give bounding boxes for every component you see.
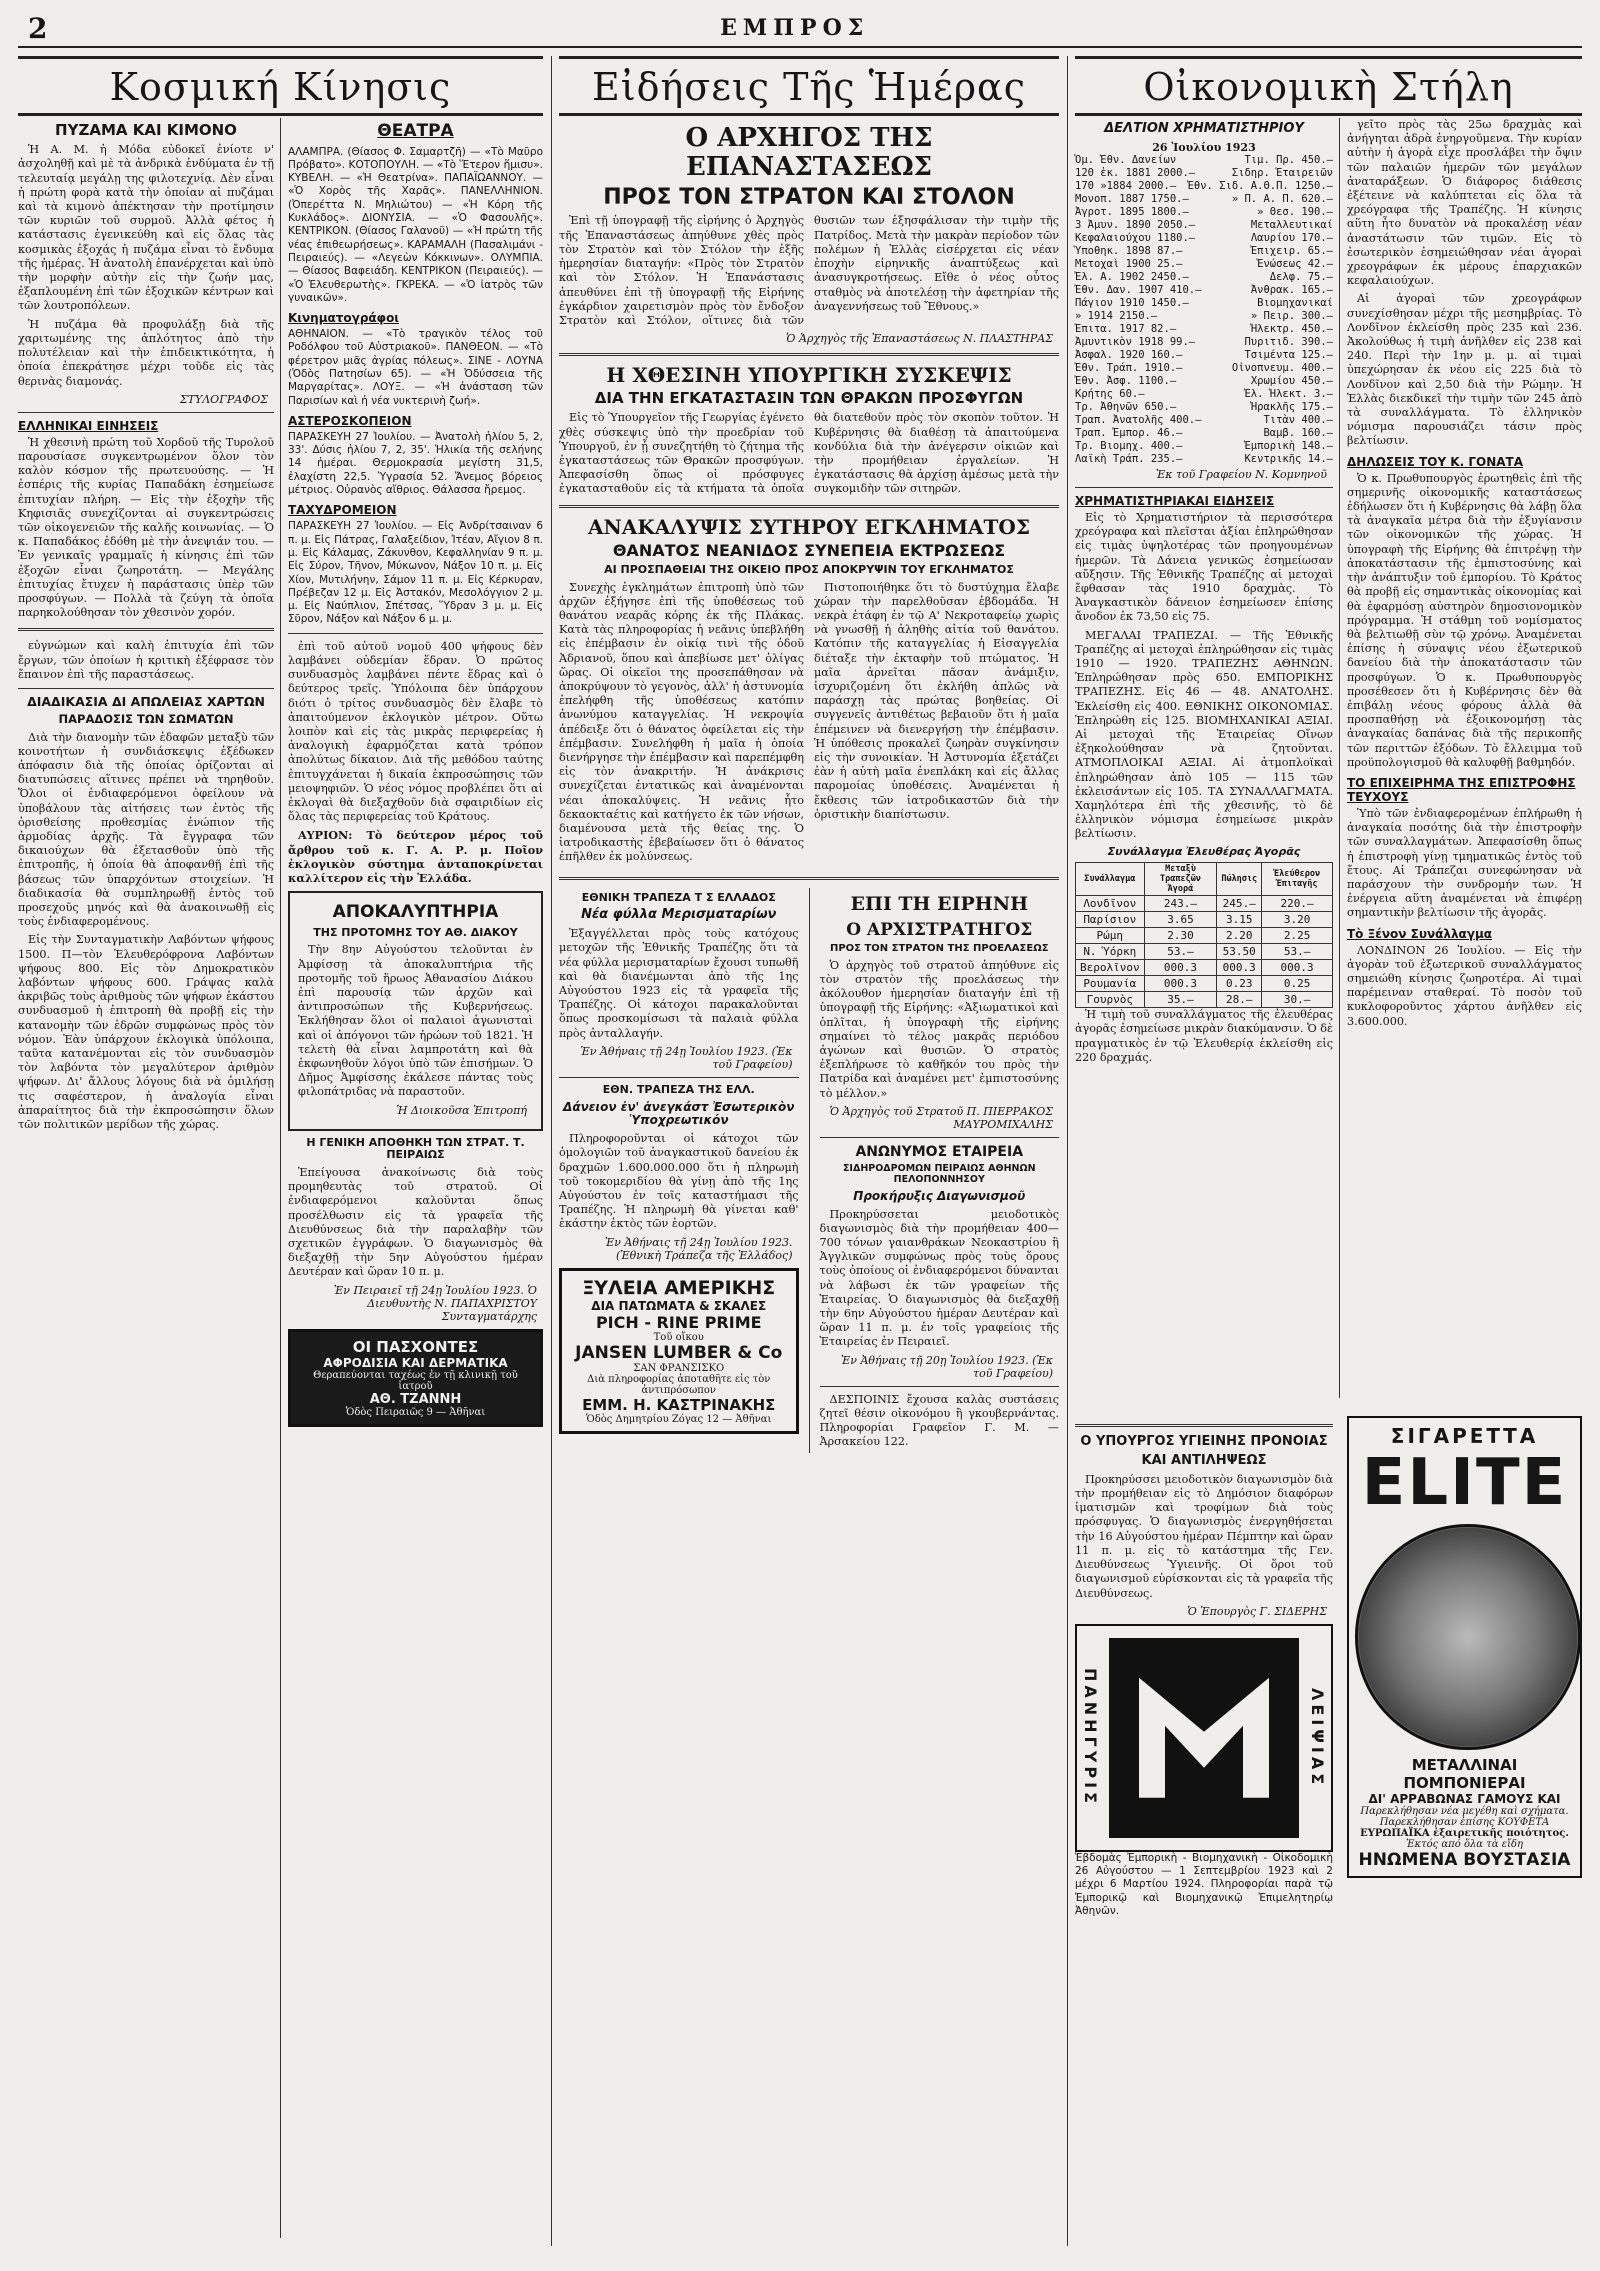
section-title-economy: Οἰκονομικὴ Στήλη (1075, 56, 1582, 116)
bulletin-cell: Τρ. Βιομηχ. 400.— (1075, 439, 1183, 452)
exchange-cell: 53.— (1262, 944, 1333, 960)
economy-section (1075, 56, 1582, 1917)
stock-news-title: ΧΡΗΜΑΤΙΣΤΗΡΙΑΚΑΙ ΕΙΔΗΣΕΙΣ (1075, 493, 1275, 508)
pyzama-text2: Ἡ πυζάμα θὰ προφυλάξῃ διὰ τῆς χαριτωμένης της ἁπλότητος ἀπὸ τὴν πολυτέλειαν καὶ τὴν ἐπιδεικτικότητα, ἡ ὁποία ἐπεκράτησε μέχρι τοῦδε εἰς τὰς θερινὰς διαμονάς. (18, 317, 274, 388)
piraeus-text: Ἐπείγουσα ἀνακοίνωσις διὰ τοὺς προμηθευτὰς τοῦ στρατοῦ. Οἱ ἐνδιαφερόμενοι καλοῦνται ὅπως προσέλθωσιν εἰς τὰ γραφεῖα τῆς Διευθύνσεως διὰ τὴν παραλαβὴν τῶν σχετικῶν ἐγγράφων. Ὁ διαγωνισμὸς θὰ διεξαχθῇ τὴν 5ην Αὐγούστου ἡμέραν Δευτέραν καὶ ὥραν 10 π. μ. (288, 1165, 543, 1279)
bulletin-cell: Τιμ. Πρ. 450.— (1244, 153, 1333, 166)
leader-title2: ΠΡΟΣ ΤΟΝ ΣΤΡΑΤΟΝ ΚΑΙ ΣΤΟΛΟΝ (603, 185, 1015, 211)
bulletin-cell: Πάγιον 1910 1450.— (1075, 296, 1189, 309)
loan-subtitle: Δάνειον ἐν' ἀνεγκάστ Ἐσωτερικὸν Ὑποχρεωτικόν (563, 1099, 795, 1128)
bulletin-cell: Τραπ. Ἀνατολῆς 400.— (1075, 413, 1202, 426)
exchange-row (1076, 928, 1333, 944)
exchange-cell: 245.— (1217, 896, 1262, 912)
bulletin-row (1075, 219, 1333, 232)
bulletin-row (1075, 297, 1333, 310)
timber-ad-l5: JANSEN LUMBER & Co (575, 1342, 783, 1363)
bulletin-cell: Κρήτης 60.— (1075, 387, 1145, 400)
exchange-cell: Ρώμη (1076, 928, 1145, 944)
elite-line3: Παρεκλήθησαν νέα μεγέθη καὶ σχήματα. Παρεκλήθησαν ἐπίσης ΚΟΥΦΕΤΑ (1360, 1806, 1569, 1828)
leipsia-left: ΠΑΝΗΓΥΡΙΣ (1081, 1668, 1100, 1808)
bulletin-cell: Σιδηρ. Ἑταιρειῶν (1231, 166, 1333, 179)
bulletin-table (1075, 154, 1333, 466)
exchange-cell: 53.— (1144, 944, 1217, 960)
medical-ad-line5: Ὁδὸς Πειραιῶς 9 — Ἀθῆναι (345, 1406, 486, 1418)
exchange-cell: Λονδῖνον (1076, 896, 1145, 912)
timber-ad-l7: Διὰ πληροφορίας ἀποταθῆτε εἰς τὸν ἀντιπρόσωπον (587, 1373, 771, 1396)
bulletin-cell: 170 »1884 2000.— (1075, 179, 1177, 192)
bulletin-cell: Μετοχαὶ 1900 25.— (1075, 257, 1183, 270)
apokalyptiria-subtitle: ΤΗΣ ΠΡΟΤΟΜΗΣ ΤΟΥ ΑΘ. ΔΙΑΚΟΥ (313, 925, 518, 939)
bulletin-cell: Οἰνοπνευμ. 400.— (1231, 361, 1333, 374)
lost-note: ΔΕΣΠΟΙΝΙΣ ἔχουσα καλὰς συστάσεις ζητεῖ θέσιν οἰκονόμου ἢ γκουβερνάντας. Πληροφορίαι Γραφεῖον Γ. Μ. — Ἀρσακείου 122. (819, 1392, 1059, 1449)
news-bottom (559, 888, 1059, 1454)
leipsia-logo (1109, 1638, 1299, 1838)
masthead (18, 10, 1582, 48)
bulletin-cell: Τιτὰν 400.— (1263, 413, 1333, 426)
transport-text: ΠΑΡΑΣΚΕΥΗ 27 Ἰουλίου. — Εἰς Ἀνδρίτσαιναν 6 π. μ. Εἰς Πάτρας, Γαλαξείδιον, Ἰτέαν, Αἴγιον 8 π. μ. Εἰς Κάλαμας, Ζάκυνθον, Κεφαλληνίαν 9 π. μ. Εἰς Σύρον, Τῆνον, Μύκωνον, Νάξον 10 π. μ. Εἰς Χίον, Μυτιλήνην, Σάμον 11 π. μ. Εἰς Κέρκυραν, Πρέβεζαν 12 μ. Εἰς Ἀστακόν, Μεσολόγγιον 2 μ. μ. Εἰς Ναύπλιον, Σπέτσας, Ὕδραν 3 μ. μ. Εἰς Σῦρον, Νάξον καὶ Νάξον 6 μ. μ. (288, 520, 543, 626)
bulletin-cell: 3 Ἀμυν. 1890 2050.— (1075, 218, 1196, 231)
leipsia-right: ΛΕΙΨΙΑΣ (1308, 1687, 1327, 1788)
bulletin-row (1075, 388, 1333, 401)
bulletin-cell: » 1914 2150.— (1075, 309, 1158, 322)
exchange-cell: 3.20 (1262, 912, 1333, 928)
bulletin-title: ΔΕΛΤΙΟΝ ΧΡΗΜΑΤΙΣΤΗΡΙΟΥ (1104, 121, 1304, 136)
enosis-title: ΔΙΑΔΙΚΑΣΙΑ ΔΙ ΑΠΩΛΕΙΑΣ ΧΑΡΤΩΝ (27, 693, 265, 709)
piraeus-title: Η ΓΕΝΙΚΗ ΑΠΟΘΗΚΗ ΤΩΝ ΣΤΡΑΤ. Τ. ΠΕΙΡΑΙΩΣ (306, 1135, 525, 1162)
elite-brand: ELITE (1361, 1446, 1568, 1520)
bulletin-row (1075, 323, 1333, 336)
timber-ad-l3: PICH - RINE PRIME (595, 1312, 762, 1332)
elite-line1: ΜΕΤΑΛΛΙΝΑΙ ΠΟΜΠΟΝΙΕΡΑΙ (1403, 1756, 1526, 1792)
theatres-list: ΑΛΑΜΠΡΑ. (Θίασος Φ. Σαμαρτζῆ) — «Τὸ Μαῦρο Πρόβατο». ΚΟΤΟΠΟΥΛΗ. — «Τὸ Ἕτερον ἥμισυ». ΚΥΒΕΛΗ. — «Ἡ Θεατρίνα». ΠΑΠΑΪΩΑΝΝΟΥ. — «Ὁ Χορὸς τῆς Χαρᾶς». ΠΑΝΕΛΛΗΝΙΟΝ. (Ὀπερέττα Ν. Μηλιώτου) — «Ἡ Κόρη τῆς Κυκλάδος». ΔΙΟΝΥΣΙΑ. — «Ὁ Φασουλῆς». ΚΕΝΤΡΙΚΟΝ. (Θίασος Γαλανοῦ) — «Ἡ πρώτη τῆς νέας ἐπιθεωρήσεως». ΚΑΡΑΜΑΛΗ (Πασαλιμάνι - Πειραιεύς). — «Λεγεὼν Κόκκινων». ΟΛΥΜΠΙΑ. — Θίασος Βαφειάδη. ΚΕΝΤΡΙΚΟΝ (Πειραιεύς). — «Ὁ Ἐλευθερωτὴς». ΓΚΡΕΚΑ. — «Ὁ ἰατρὸς τῶν γυναικῶν». (288, 145, 543, 304)
bulletin-cell: Μονοπ. 1887 1750.— (1075, 192, 1189, 205)
bulletin-cell: Ὑποθηκ. 1898 87.— (1075, 244, 1183, 257)
exchange-row (1076, 960, 1333, 976)
exchange-cell: Βερολῖνον (1076, 960, 1145, 976)
peace-title2: Ο ΑΡΧΙΣΤΡΑΤΗΓΟΣ (846, 919, 1033, 940)
peace-title1: ΕΠΙ ΤΗ ΕΙΡΗΝΗ (850, 892, 1029, 915)
exchange-cell: 28.— (1217, 992, 1262, 1008)
news-bottom-right (820, 888, 1060, 1454)
exchange-cell: 35.— (1144, 992, 1217, 1008)
national-bank-signature: Ἐν Ἀθήναις τῇ 24ῃ Ἰουλίου 1923. (Ἐκ τοῦ Γραφείου) (580, 1044, 793, 1071)
news-section (559, 56, 1059, 1453)
stock-news-text: Εἰς τὸ Χρηματιστήριον τὰ περισσότερα χρεόγραφα καὶ πλεῖσται ἀξίαι ἐπληρώθησαν εἰς τιμὰς ὑψηλοτέρας τῶν προηγουμένων ἡμερῶν. Τὰ Δάνεια γενικῶς ἐσημείωσαν αὔξησιν. Τῆς Ἐθνικῆς Τραπέζης αἱ μετοχαὶ ἔφθασαν τὰς 1910 δραχμὰς. Τὸ Ἀναγκαστικὸν δάνειον ἐσημείωσεν ἐπίσης ἄνοδον ἐκ 73,50 εἰς 75. (1075, 510, 1333, 624)
crime-title3: ΑΙ ΠΡΟΣΠΑΘΕΙΑΙ ΤΗΣ ΟΙΚΕΙΟ ΠΡΟΣ ΑΠΟΚΡΥΨΙΝ ΤΟΥ ΕΓΚΛΗΜΑΤΟΣ (604, 562, 1014, 576)
bulletin-cell: Λαϊκὴ Τράπ. 235.— (1075, 452, 1183, 465)
section-title-news: Εἰδήσεις Τῆς Ἡμέρας (559, 56, 1059, 116)
apokalyptiria-text: Τὴν 8ην Αὐγούστου τελοῦνται ἐν Ἀμφίσσῃ τὰ ἀποκαλυπτήρια τῆς προτομῆς τοῦ ἥρωος Ἀθανασίου Διάκου ἐπὶ παρουσίᾳ τῶν ἀρχῶν καὶ ἀντιπροσώπων τῆς Κυβερνήσεως. Ἐκλήθησαν ὅλοι οἱ παλαιοὶ ἀγωνισταὶ καὶ οἱ ἀπόγονοι τῶν ἡρώων τοῦ 1821. Ἡ τελετὴ θὰ εἶναι λαμπροτάτη καὶ θὰ ἐκφωνηθοῦν λόγοι ὑπὸ τῶν ἐπισήμων. Ὁ Δῆμος Ἀμφίσσης ἐκάλεσε πάντας τοὺς φιλοπάτριδας νὰ παραστοῦν. (298, 943, 533, 1099)
national-bank-title: ΕΘΝΙΚΗ ΤΡΑΠΕΖΑ Τ Σ ΕΛΛΑΔΟΣ (581, 890, 776, 904)
bulletin-row (1075, 180, 1333, 193)
timber-ad-l6: ΣΑΝ ΦΡΑΝΣΙΣΚΟ (633, 1362, 725, 1374)
page-number: 2 (28, 11, 48, 45)
exchange-cell: Παρίσιον (1076, 912, 1145, 928)
syn-text: ΛΟΝΔΙΝΟΝ 26 Ἰουλίου. — Εἰς τὴν ἀγορὰν τοῦ ἐξωτερικοῦ συναλλάγματος σημειώθη κίνησις ζωηροτέρα. Αἱ τιμαὶ παρέμειναν σταθεραί. Τὸ ποσὸν τοῦ κυκλοφοροῦντος χάρτου ἀνῆλθεν εἰς 3.600.000. (1347, 943, 1582, 1028)
elite-ad (1347, 1416, 1582, 1878)
medical-ad-title: ΟΙ ΠΑΣΧΟΝΤΕΣ (352, 1337, 479, 1356)
transport-title: ΤΑΧΥΔΡΟΜΕΙΟΝ (288, 503, 397, 518)
loan-title: ΕΘΝ. ΤΡΑΠΕΖΑ ΤΗΣ ΕΛΛ. (602, 1082, 755, 1096)
elite-emblem (1355, 1524, 1581, 1750)
newspaper-page (18, 10, 1582, 2260)
apokalyptiria-signature: Ἡ Διοικοῦσα Ἐπιτροπή (396, 1103, 527, 1117)
leipsia-bottom: Ἑβδομὰς Ἐμπορικὴ - Βιομηχανικὴ - Οἰκοδομικὴ 26 Αὐγούστου — 1 Σεπτεμβρίου 1923 καὶ 2 μέχρι 6 Μαρτίου 1924. Πληροφορίαι παρὰ τῷ Ἐμπορικῷ καὶ Βιομηχανικῷ Ἐπιμελητηρίῳ Ἀθηνῶν. (1075, 1851, 1333, 1917)
bulletin-cell: Ἡρακλῆς 175.— (1250, 400, 1333, 413)
stock-news-text2: ΜΕΓΑΛΑΙ ΤΡΑΠΕΖΑΙ. — Τῆς Ἐθνικῆς Τραπέζης αἱ μετοχαὶ ἐπληρώθησαν εἰς τιμὰς 1910 — 1920. ΤΡΑΠΕΖΗΣ ΑΘΗΝΩΝ. Ἐπληρώθησαν πρὸς 650. ΕΜΠΟΡΙΚΗΣ ΤΡΑΠΕΖΗΣ. Εἰς 46 — 48. ΑΝΑΤΟΛΗΣ. Ἐκλείσθη εἰς 400. ΕΘΝΙΚΗΣ ΟΙΚΟΝΟΜΙΑΣ. Ἐπληρώθη εἰς 125. ΒΙΟΜΗΧΑΝΙΚΑΙ ΑΞΙΑΙ. Αἱ μετοχαὶ τῆς Ἑταιρείας Οἴνων ἐξηκολούθησαν νὰ ζητοῦνται. ΑΤΜΟΠΛΟΙΚΑΙ ΑΞΙΑΙ. Αἱ ἀτμοπλοϊκαὶ ἐπληρώθησαν ἀπὸ 105 — 115 τῶν ἐκλεισάντων εἰς 105. ΤΑ ΣΥΝΑΛΛΑΓΜΑΤΑ. Χαμηλότερα ἐπὶ τῆς χθεσινῆς, τὸ δὲ ἐλληνικὸν νόμισμα ἐσημείωσε μικρὰν βελτίωσιν. (1075, 628, 1333, 841)
bulletin-cell: Ὁμ. Ἐθν. Δανείων (1075, 153, 1177, 166)
bulletin-cell: Ἐθν. Σιδ. Α.Θ.Π. 1250.— (1187, 179, 1333, 192)
hellenic-title: ΕΛΛΗΝΙΚΑΙ ΕΙΝΗΣΕΙΣ (18, 418, 159, 433)
exchange-row (1076, 912, 1333, 928)
crime-title2: ΘΑΝΑΤΟΣ ΝΕΑΝΙΔΟΣ ΣΥΝΕΠΕΙΑ ΕΚΤΡΩΣΕΩΣ (612, 540, 1006, 560)
loan-signature: Ἐν Ἀθήναις τῇ 24ῃ Ἰουλίου 1923. (Ἐθνικὴ Τράπεζα τῆς Ἑλλάδος) (604, 1235, 793, 1262)
apokalyptiria-title: ΑΠΟΚΑΛΥΠΤΗΡΙΑ (332, 902, 499, 923)
bulletin-cell: » Θεσ. 190.— (1257, 205, 1333, 218)
bulletin-row (1075, 310, 1333, 323)
exchange-cell: Γουρνὸς (1076, 992, 1145, 1008)
epistrofi-text: Ὑπὸ τῶν ἐνδιαφερομένων ἐπλήρωθη ἡ ἀναγκαία ποσότης διὰ τὴν ἐπιστροφὴν τῶν συναλλαγμάτων. Ἀπεφασίσθη ὅπως ἡ ἐπιστροφὴ γίνῃ τμηματικῶς ἐντὸς τοῦ ἔτους. Αἱ Τράπεζαι συνεφώνησαν νὰ παράσχουν τὴν συνδρομήν των. Ἡ ἐνέργεια αὕτη ἀναμένεται νὰ ἐπιφέρῃ σημαντικὴν βελτίωσιν τῆς ἀγορᾶς. (1347, 806, 1582, 920)
exchange-note: Ἡ τιμὴ τοῦ συναλλάγματος τῆς ἐλευθέρας ἀγορᾶς ἐσημείωσε μικρὰν διακύμανσιν. Ὁ δὲ πραγματικὸς ἐν τῷ Ἐλευθερίᾳ ἐκλείσθη εἰς 220 δραχμάς. (1075, 1008, 1333, 1064)
bulletin-cell: Ἐθν. Δαν. 1907 410.— (1075, 283, 1202, 296)
exchange-cell: Ρουμανία (1076, 976, 1145, 992)
crime-body (559, 581, 1059, 869)
loan-text: Πληροφοροῦνται οἱ κάτοχοι τῶν ὁμολογιῶν τοῦ ἀναγκαστικοῦ δανείου ἐκ δραχμῶν 1.600.000.000 ὅτι ἡ πληρωμὴ τοῦ τοκομεριδίου θὰ γίνῃ ἀπὸ τῆς 1ης Αὐγούστου ἐν τοῖς καταστήμασι τῆς Τραπέζης. Ἡ πληρωμὴ θὰ γίνεται καθ' ἑκάστην ἐκτὸς τῶν ἑορτῶν. (559, 1132, 799, 1231)
elite-line4: ΕΥΡΩΠΑΪΚΑ ἐξαιρετικῆς ποιότητος. (1360, 1828, 1569, 1839)
exchange-cell: 0.23 (1217, 976, 1262, 992)
cinema-list: ΑΘΗΝΑΙΟΝ. — «Τὸ τραγικὸν τέλος τοῦ Ροδόλφου τοῦ Αὐστριακοῦ». ΠΑΝΘΕΟΝ. — «Τὸ φέρετρον μιᾶς ἀγρίας πόλεως». ΣΙΝΕ - ΛΟΥΝΑ (Ὁδὸς Πατησίων 65). — «Ἡ Ὀδύσσεια τῆς Μαργαρίτας». ΛΟΥΞ. — «Ἡ ἀνάσταση τῶν Παρισίων καὶ ἡ νέα νυκτερινὴ ζωή». (288, 328, 543, 407)
bulletin-source: Ἐκ τοῦ Γραφείου Ν. Κομνηνοῦ (1155, 467, 1327, 481)
col1-left (18, 118, 274, 1136)
bulletin-row (1075, 401, 1333, 414)
bulletin-row (1075, 167, 1333, 180)
exchange-cell: 2.30 (1144, 928, 1217, 944)
leipsia-ad (1075, 1624, 1333, 1852)
bulletin-cell: Ἐμπορικὴ 148.— (1244, 439, 1333, 452)
cinema-title: Κινηματογράφοι (288, 311, 399, 326)
bulletin-cell: Λαυρίου 170.— (1250, 231, 1333, 244)
arthron-note: ΑΥΡΙΟΝ: Τὸ δεύτερον μέρος τοῦ ἄρθρου τοῦ κ. Γ. Α. Ρ. μ. Ποῖον ἐκλογικὸν σύστημα ἀνταποκρίνεται καλλίτερον εἰς τὴν Ἑλλάδα. (288, 828, 543, 885)
bulletin-cell: Ἑνώσεως 42.— (1257, 257, 1333, 270)
bulletin-row (1075, 349, 1333, 362)
exchange-cell: 3.65 (1144, 912, 1217, 928)
bulletin-cell: Βιομηχανικαί (1257, 296, 1333, 309)
bulletin-row (1075, 206, 1333, 219)
col1-right (288, 118, 543, 1427)
prosfyges-title1: Ο ΥΠΟΥΡΓΟΣ ΥΓΙΕΙΝΗΣ ΠΡΟΝΟΙΑΣ (1080, 1434, 1328, 1449)
syn-title: Τὸ Ξένον Συνάλλαγμα (1347, 926, 1493, 941)
col3-left (1075, 118, 1333, 1069)
bulletin-row (1075, 336, 1333, 349)
bulletin-cell: Ἠλεκτρ. 450.— (1250, 322, 1333, 335)
bulletin-cell: Ἀσφαλ. 1920 160.— (1075, 348, 1183, 361)
exchange-cell: Ν. Ὑόρκη (1076, 944, 1145, 960)
timber-ad-l9: Ὁδὸς Δημητρίου Ζόγας 12 — Ἀθῆναι (586, 1413, 772, 1425)
bulletin-row (1075, 193, 1333, 206)
bulletin-row (1075, 375, 1333, 388)
col3-bottom-right (1347, 1416, 1582, 1878)
medical-ad-line3: Θεραπεύονται ταχέως ἐν τῇ κλινικῇ τοῦ ἰατροῦ (313, 1369, 518, 1392)
elite-header: ΣΙΓΑΡΕΤΤΑ (1390, 1424, 1539, 1448)
bulletin-row (1075, 271, 1333, 284)
bulletin-row (1075, 440, 1333, 453)
elite-line2: ΔΙ' ΑΡΡΑΒΩΝΑΣ ΓΑΜΟΥΣ ΚΑΙ (1368, 1792, 1561, 1806)
bulletin-cell: 120 ἐκ. 1881 2000.— (1075, 166, 1196, 179)
cabinet-title2: ΔΙΑ ΤΗΝ ΕΓΚΑΤΑΣΤΑΣΙΝ ΤΩΝ ΘΡΑΚΩΝ ΠΡΟΣΦΥΓΩΝ (594, 389, 1024, 408)
company-signature: Ἐν Ἀθήναις τῇ 20ῃ Ἰουλίου 1923. (Ἐκ τοῦ Γραφείου) (840, 1353, 1053, 1380)
timber-ad-l8: ΕΜΜ. Η. ΚΑΣΤΡΙΝΑΚΗΣ (582, 1395, 776, 1414)
bulletin-cell: Κεντρικῆς 14.— (1244, 452, 1333, 465)
cosmic-section (18, 56, 543, 1418)
columns (18, 56, 1582, 2256)
bulletin-row (1075, 232, 1333, 245)
elite-line6: ΗΝΩΜΕΝΑ ΒΟΥΣΤΑΣΙΑ (1358, 1850, 1571, 1870)
exchange-cell: 000.3 (1144, 976, 1217, 992)
epistrofi-title: ΤΟ ΕΠΙΧΕΙΡΗΜΑ ΤΗΣ ΕΠΙΣΤΡΟΦΗΣ ΤΕΥΧΟΥΣ (1347, 775, 1576, 804)
gounaris-title: ΔΗΛΩΣΕΙΣ ΤΟΥ Κ. ΓΟΝΑΤΑ (1347, 454, 1523, 469)
exchange-row (1076, 896, 1333, 912)
exchange-row (1076, 976, 1333, 992)
bulletin-cell: Ἐθν. Τράπ. 1910.— (1075, 361, 1183, 374)
pyzama-text: Ἡ Α. Μ. ἡ Μόδα εὐδοκεῖ ἐνίοτε ν' ἀσχοληθῇ καὶ μὲ τὰ ἀνδρικὰ ἐνδύματα ἐν τῇ τελευταίᾳ μεγάλῃ της φιλοτεχνίᾳ. Δὲν εἶναι ἡ πρώτη φορὰ κατὰ τὴν ὁποίαν αἱ πυζάμαι καὶ τὰ κιμονὸ ἀπέκτησαν τὴν προτίμησιν τῶν κυριῶν τοῦ συρμοῦ. Ἀλλὰ φέτος ἡ κατάστασις ἐγενικεύθη καὶ εἰς ὅλας τὰς κοσμικὰς ἐξοχάς ἡ πυζάμα εἶναι τὸ ἔνδυμα τῆς ἡμέρας. Ἡ ἀνατολὴ ἐπανέρχεται καὶ ὑπὸ τὴν μορφὴν αὐτὴν εἰς τὴν ζωήν μας, ἐξαπλουμένη ἐπὶ τῶν ἐξοχικῶν κέντρων καὶ τῶν λουτροπόλεων. (18, 143, 274, 313)
exchange-header-cell: Συνάλλαγμα (1076, 863, 1145, 896)
section-title-cosmic: Κοσμική Κίνησις (18, 56, 543, 116)
exchange-cell: 243.— (1144, 896, 1217, 912)
peace-text: Ὁ ἀρχηγὸς τοῦ στρατοῦ ἀπηύθυνε εἰς τὸν στρατὸν τῆς προελάσεως τὴν ἀκόλουθον ἡμερησίαν διαταγήν ἐπὶ τῇ ὑπογραφῇ τῆς Εἰρήνης: «Ἀξιωματικοὶ καὶ ὁπλῖται, ἡ ὑπογραφὴ τῆς εἰρήνης σημαίνει τὸ τέλος μακρᾶς περιόδου ἀγώνων καὶ θυσιῶν. Ὁ στρατὸς ἐξεπλήρωσε τὸ καθῆκόν του πρὸς τὴν Πατρίδα καὶ ἀναμένει μετ' ἐμπιστοσύνης τὸ μέλλον.» (819, 958, 1059, 1100)
bulletin-row (1075, 154, 1333, 167)
bulletin-cell: Ἐλ. Α. 1902 2450.— (1075, 270, 1189, 283)
col3-right (1347, 118, 1582, 1033)
exchange-title: Συνάλλαγμα Ἐλευθέρας Ἀγορᾶς (1107, 844, 1301, 858)
medical-ad-line2: ΑΦΡΟΔΙΣΙΑ ΚΑΙ ΔΕΡΜΑΤΙΚΑ (323, 1355, 508, 1370)
pyzama-signature: ΣΤΥΛΟΓΡΑΦΟΣ (179, 392, 268, 406)
timber-ad-l1: ΞΥΛΕΙΑ ΑΜΕΡΙΚΗΣ (582, 1276, 776, 1299)
market-text2: Αἱ ἀγοραὶ τῶν χρεογράφων συνεχίσθησαν μέχρι τῆς μεσημβρίας. Τὸ Λονδῖνον ἐκλείσθη πρὸς 235 καὶ 236. Ἀκολούθως ἡ τιμὴ ἀνῆλθεν εἰς 238 καὶ 240. Περὶ τὴν 1ην μ. μ. αἱ τιμαὶ ὑπεχώρησαν ἐκ νέου εἰς 225 διὰ τὸ Λονδῖνον καὶ 2,50 διὰ τὴν Ρώμην. Ἡ Ἑλλὰς διεκδικεῖ τὴν τιμὴν τῶν 245 ἀπὸ τὰ συναλλάγματα. Τὸ ἐλληνικὸν νόμισμα παρουσιάζει τάσιν πρὸς βελτίωσιν. (1347, 292, 1582, 448)
bulletin-cell: Τρ. Ἀθηνῶν 650.— (1075, 400, 1177, 413)
bulletin-cell: » Πειρ. 300.— (1250, 309, 1333, 322)
enosis-subtitle: ΠΑΡΑΔΟΣΙΣ ΤΩΝ ΣΩΜΑΤΩΝ (58, 712, 234, 727)
company-title3: Προκήρυξις Διαγωνισμοῦ (853, 1188, 1026, 1203)
enosis-text: Διὰ τὴν διανομὴν τῶν ἐδαφῶν μεταξὺ τῶν κοινοτήτων ἡ συνδιάσκεψις ἐξέδωκεν ἀπόφασιν διὰ τῆς ὁποίας ὁρίζονται αἱ διατυπώσεις αἵτινες πρέπει νὰ τηρηθοῦν. Ὅλοι οἱ ἐνδιαφερόμενοι ὀφείλουν νὰ ὑποβάλουν τὰς αἰτήσεις των ἐντὸς τῆς ὁρισθείσης προθεσμίας ἐνώπιον τῆς ἁρμοδίας ἀρχῆς. Τὰ ἔγγραφα τῶν δικαιούχων θὰ ἐξετασθοῦν ὑπὸ τῆς ἐπιτροπῆς, ἡ ὁποία θὰ ἀποφανθῇ ἐπὶ τῆς βάσεως τῶν ὑπαρχόντων στοιχείων. Ἡ διαδικασία θὰ συμπληρωθῇ ἐντὸς τοῦ προσεχοῦς μηνός καὶ θὰ ἀνακοινωθῇ εἰς τοὺς ἐνδιαφερομένους. (18, 730, 274, 929)
astro-title: ΑΣΤΕΡΟΣΚΟΠΕΙΟΝ (288, 413, 412, 428)
national-bank-subtitle: Νέα φύλλα Μερισματαρίων (581, 907, 777, 923)
exchange-cell: 000.3 (1217, 960, 1262, 976)
crime-text2: Πιστοποιήθηκε ὅτι τὸ δυστύχημα ἔλαβε χώραν τὴν παρελθοῦσαν ἑβδομάδα. Ἡ νεκρὰ ἐτάφη ἐν τῷ Α' Νεκροταφείῳ χωρὶς νὰ γνωσθῇ ἡ ἀληθὴς αἰτία τοῦ θανάτου. Κατόπιν τῆς καταγγελίας ἡ Εἰσαγγελία διέταξε τὴν ἐκταφὴν τοῦ πτώματος. Ἡ μαῖα ἀρνεῖται πᾶσαν ἀνάμιξιν, ἰσχυριζομένη ὅτι ἐκλήθη ἁπλῶς νὰ παράσχῃ τὰς πρώτας βοηθείας. Οἱ συγγενεῖς ἀντιθέτως βεβαιοῦν ὅτι ἡ μαῖα ἐπέμεινεν νὰ διενεργήσῃ τὴν ἐπέμβασιν. Ἡ ὑπόθεσις προκαλεῖ ζωηρὰν συγκίνησιν εἰς τὴν συνοικίαν. Ἡ Ἀστυνομία ἐξετάζει ἐὰν ἡ αὐτὴ μαῖα ἐνεπλάκη καὶ εἰς ἄλλας παρομοίας ὑποθέσεις. Ἀναμένεται ἡ ἔκθεσις τῶν ἰατροδικαστῶν διὰ τὴν ὁριστικὴν διαπίστωσιν. (814, 580, 1059, 821)
bulletin-cell: Ἐπιχειρ. 65.— (1250, 244, 1333, 257)
leader-text: Ἐπὶ τῇ ὑπογραφῇ τῆς εἰρήνης ὁ Ἀρχηγὸς τῆς Ἐπαναστάσεως ἀπηύθυνε χθὲς πρὸς τὸν Στρατὸν καὶ τὸν Στόλον τὴν ἑξῆς ἡμερησίαν διαταγήν: «Πρὸς τὸν Στρατὸν καὶ τὸν Στόλον. Ἡ Ἐπανάστασις ἀπευθύνει ἐπὶ τῇ ὑπογραφῇ τῆς Εἰρήνης ἐγκάρδιον χαιρετισμὸν πρὸς τὸν ἔνδοξον Στρατὸν καὶ Στόλον, οἵτινες διὰ τῶν θυσιῶν των ἐξησφάλισαν τὴν τιμὴν τῆς Πατρίδος. Μετὰ τὴν μακρὰν περίοδον τῶν πολέμων ἡ Ἑλλὰς εἰσέρχεται εἰς νέαν ἐποχὴν εἰρηνικῆς ἀναπτύξεως καὶ ἀνασυγκροτήσεως. Εἴθε ὁ νέος οὗτος σταθμὸς νὰ ἀποτελέσῃ τὴν ἀφετηρίαν τῆς ἀναγεννήσεως τοῦ Ἔθνους.» (559, 214, 1059, 327)
prosfyges-title2: ΚΑΙ ΑΝΤΙΛΗΨΕΩΣ (1141, 1452, 1267, 1468)
exchange-cell: 0.25 (1262, 976, 1333, 992)
bulletin-cell: Μεταλλευτικαί (1250, 218, 1333, 231)
bulletin-row (1075, 414, 1333, 427)
bulletin-cell: Κεφαλαιούχου 1180.— (1075, 231, 1196, 244)
bulletin-cell: Τραπ. Ἐμπορ. 46.— (1075, 426, 1183, 439)
exchange-header-cell: Πώλησις (1217, 863, 1262, 896)
medical-ad-line4: ΑΘ. ΤΖΑΝΝΗ (369, 1391, 462, 1407)
exchange-header-cell: Μεταξὺ Τραπεζῶν Ἀγορά (1144, 863, 1217, 896)
timber-ad-l2: ΔΙΑ ΠΑΤΩΜΑΤΑ & ΣΚΑΛΕΣ (591, 1298, 767, 1313)
bulletin-cell: Πυριτιδ. 390.— (1244, 335, 1333, 348)
bulletin-row (1075, 362, 1333, 375)
exchange-cell: 30.— (1262, 992, 1333, 1008)
bulletin-cell: Ἀγροτ. 1895 1800.— (1075, 205, 1189, 218)
leader-signature: Ὁ Ἀρχηγὸς τῆς Ἐπαναστάσεως Ν. ΠΛΑΣΤΗΡΑΣ (786, 332, 1053, 346)
exchange-row (1076, 944, 1333, 960)
cabinet-text: Εἰς τὸ Ὑπουργεῖον τῆς Γεωργίας ἐγένετο χθὲς σύσκεψις ὑπὸ τὴν προεδρίαν τοῦ Ὑπουργοῦ, ἐν ᾗ συνεζητήθη τὸ ζήτημα τῆς ἐγκαταστάσεως τῶν Θρακῶν προσφύγων. Ἀπεφασίσθη ὅπως οἱ πρόσφυγες ἐγκατασταθοῦν εἰς τὰ κτήματα τὰ ὁποῖα θὰ διατεθοῦν πρὸς τὸν σκοπὸν τοῦτον. Ἡ Κυβέρνησις θὰ διαθέσῃ τὰ ἀπαιτούμενα κονδύλια διὰ τὴν ἀνέγερσιν οἰκιῶν καὶ τὴν προμήθειαν ἐργαλείων. Ἡ ἐγκατάστασις θὰ ἀρχίσῃ ἀμέσως μετὰ τὴν συγκομιδὴν τῶν σιτηρῶν. (559, 411, 1059, 496)
market-text1: γεῖτο πρὸς τὰς 25ω δραχμὰς καὶ ἀνήγηται ἁδρὰ ἐνηργοῦμενα. Τὴν κυρίαν αὐτὴν ἡ ἀγορὰ εἶχε προσλάβει τὴν ὄψιν τῶν παλαιῶν ἡμερῶν τῶν μεγάλων ἀναταράξεων. Ὁ διάφορος διάθεσις ἐξέτεινε νὰ καλύπτεται εἰς ὅλα τὰ χρεόγραφα τῆς Τραπέζης. Ἡ κίνησις αὕτη ἦτο δυνατὸν νὰ προκαλέσῃ νέαν ἀναστάτωσιν τῶν τιμῶν. Εἰς τὸ ἐσωτερικὸν ἐσημειώθησαν νέαι ἀγοραὶ χρεογράφων ἐκ μέρους ἐπαρχιακῶν κεφαλαιούχων. (1347, 118, 1582, 288)
enosis-text2: Εἰς τὴν Συνταγματικὴν Λαβόντων ψήφους 1500. Π—τὸν Ἐλευθερόφρονα Λαβόντων ψήφους 800. Εἰς τὸν Δημοκρατικὸν λαβόντων ψήφους 600. Γράψας καλὰ ἀκριβῶς τοὺς ἀριθμοὺς τῶν ψήφων ἑκάστου συνδυασμοῦ ἡ ἐπιτροπὴ θὰ προβῇ εἰς τὴν κατανομὴν τῶν ἑδρῶν συμφώνως πρὸς τὸν νόμον. Ἐὰν ὑπάρχουν ἐκλογικὰ ὑπόλοιπα, ταῦτα κατανέμονται εἰς τὸν συνδυασμὸν τὸν λαβόντα τὸν μεγαλύτερον ἀριθμὸν ψήφων. Δι' ἄλλους λόγους διὰ νὰ ὁμιλήσῃ τις σαφέστερον, ἡ ἀναλογία εἶναι ἀπαραίτητος διὰ τὴν ἐκπροσώπησιν ὅλων τῶν πολιτικῶν μερίδων τῆς χώρας. (18, 933, 274, 1132)
exchange-cell: 3.15 (1217, 912, 1262, 928)
astro-text: ΠΑΡΑΣΚΕΥΗ 27 Ἰουλίου. — Ἀνατολὴ ἡλίου 5, 2, 33'. Δύσις ἡλίου 7, 2, 35'. Ἡλικία τῆς σελήνης 14 ἡμέραι. Θερμοκρασία μεγίστη 31,5, ἐλαχίστη 22,5. Ὑγρασία 52. Ἄνεμος βόρειος μέτριος. Οὐρανὸς αἴθριος. Θάλασσα ἤρεμος. (288, 430, 543, 497)
timber-ad (559, 1268, 799, 1434)
bulletin-cell: Χρωμίου 450.— (1250, 374, 1333, 387)
leader-title1: Ο ΑΡΧΗΓΟΣ ΤΗΣ ΕΠΑΝΑΣΤΑΣΕΩΣ (685, 123, 933, 182)
apokalyptiria-box (288, 891, 543, 1130)
exchange-table (1075, 862, 1333, 1008)
peace-signature: Ὁ Ἀρχηγὸς τοῦ Στρατοῦ Π. ΠΙΕΡΡΑΚΟΣ ΜΑΥΡΟΜΙΧΑΛΗΣ (829, 1104, 1053, 1131)
exchange-cell: 000.3 (1144, 960, 1217, 976)
exchange-row (1076, 992, 1333, 1008)
news-bottom-left (559, 888, 799, 1454)
bulletin-cell: Ἐλ. Ἡλεκτ. 3.— (1244, 387, 1333, 400)
exchange-header-cell: Ἐλεύθερον Ἐπιταγῆς (1262, 863, 1333, 896)
hellenic-text: Ἡ χθεσινὴ πρώτη τοῦ Χορδοῦ τῆς Τυρολοῦ παρουσίασε συγκεντρωμένον ὅλον τὸν καλὸν κόσμον τῆς πρωτευούσης. — Ἡ ἑσπέρις τῆς κυρίας Παπαδάκη ἐσημείωσε ἐπιτυχίαν πλήρη. — Εἰς τὴν ἐξοχὴν τῆς Κηφισιᾶς συνεχίζονται αἱ συγκεντρώσεις τῶν οἰκογενειῶν τῆς καλῆς κοινωνίας. — Ὁ κ. Παπαδάκος ἐδόθη μὲ τὴν ἀνεψιάν του. — Ἐν γενικαῖς γραμμαῖς ἡ κίνησις ἐπὶ τῶν ἐξοχῶν εἶναι ζωηροτάτη. — Μεγάλης ἐπιτυχίας ἔτυχεν ἡ παράστασις ὑπὲρ τῶν προσφύγων. — Πολλὰ τὰ ζεύγη τὰ ὁποῖα παρηκολούθησαν τὸν χθεσινὸν χορόν. (18, 435, 274, 620)
bulletin-cell: Ἐθν. Ἀσφ. 1100.— (1075, 374, 1177, 387)
bulletin-cell: Βαμβ. 160.— (1263, 426, 1333, 439)
bulletin-cell: Τσιμέντα 125.— (1244, 348, 1333, 361)
cabinet-title1: Η ΧΘΕΣΙΝΗ ΥΠΟΥΡΓΙΚΗ ΣΥΣΚΕΨΙΣ (606, 363, 1012, 388)
prosfyges-text: Προκηρύσσει μειοδοτικὸν διαγωνισμὸν διὰ τὴν προμήθειαν εἰς τὸ Δημόσιον διαφόρων ἰματισμῶν καὶ τροφίμων διὰ τοὺς πρόσφυγας. Ὁ διαγωνισμὸς ἐνεργηθήσεται τὴν 16 Αὐγούστου ἡμέραν Πέμπτην καὶ ὥραν 11 π. μ. εἰς τὸ κατάστημα τῆς Γεν. Διευθύνσεως Ὑγιεινῆς. Οἱ ὅροι τοῦ διαγωνισμοῦ εὑρίσκονται εἰς τὰ γραφεῖα τῆς Διευθύνσεως. (1075, 1472, 1333, 1600)
bulletin-cell: Ἐπιτα. 1917 82.— (1075, 322, 1177, 335)
exchange-cell: 53.50 (1217, 944, 1262, 960)
elections-text: ἐπὶ τοῦ αὐτοῦ νομοῦ 400 ψήφους δὲν λαμβάνει οὐδεμίαν ἕδραν. Ὁ πρῶτος συνδυασμὸς λαμβάνει πέντε ἕδρας καὶ ὁ δεύτερος τρεῖς. Ὑπόλοιπα δὲν ὑπάρχουν διότι ὁ τρίτος συνδυασμὸς δὲν ἔλαβε τὸ ἀπαιτούμενον ἐκλογικὸν μέτρον. Οὕτω λοιπὸν καὶ εἰς τὰς μικρὰς περιφερείας ἡ ἀναλογικὴ ἐφαρμόζεται κατὰ τρόπον ἀπολύτως δίκαιον. Διὰ τῆς μεθόδου ταύτης ἐπιτυγχάνεται ἡ δικαία ἐκπροσώπησις τῶν μειοψηφιῶν. Ὁ νέος νόμος προβλέπει ὅτι αἱ ἐκλογαὶ θὰ διεξαχθοῦν διὰ σφαιριδίων εἰς ὅλας τὰς περιφερείας τοῦ Κράτους. (288, 639, 543, 824)
bulletin-cell: » Π. Α. Π. 620.— (1231, 192, 1333, 205)
company-title2: ΣΙΔΗΡΟΔΡΟΜΩΝ ΠΕΙΡΑΙΩΣ ΑΘΗΝΩΝ ΠΕΛΟΠΟΝΝΗΣΟΥ (842, 1162, 1036, 1185)
company-text: Προκηρύσσεται μειοδοτικὸς διαγωνισμὸς διὰ τὴν προμήθειαν 400—700 τόνων γαιανθράκων Νεοκαστρίου ἢ Ἀγγλικῶν συμφώνως πρὸς τοὺς ὅρους τοὺς ὁποίους οἱ ἐνδιαφερόμενοι δύνανται νὰ λάβωσι ἐκ τῶν γραφείων τῆς Ἑταιρείας. Ὁ διαγωνισμὸς θὰ διεξαχθῇ τὴν 6ην Αὐγούστου ἡμέραν Δευτέραν καὶ ὥραν 11 π. μ. ἐν τοῖς γραφείοις τῆς Ἑταιρείας ἐν Πειραιεῖ. (819, 1207, 1059, 1349)
bulletin-row (1075, 453, 1333, 466)
bulletin-cell: Ἀμυντικὸν 1918 99.— (1075, 335, 1196, 348)
crime-text: Συνεχὴς ἐγκλημάτων ἐπιτροπὴ ὑπὸ τῶν ἀρχῶν ἐξήγησε ἐπὶ τῆς ὑποθέσεως τοῦ θανάτου νεαρᾶς κόρης ἐκ τῆς Πλάκας. Κατὰ τὰς πληροφορίας ἡ νεᾶνις ὑπεβλήθη εἰς ἐπέμβασιν ἐν οἰκίᾳ τινὶ τῆς ὁδοῦ Ἀδριανοῦ, ὅπου καὶ ἀπεβίωσε μετ' ὀλίγας ὥρας. Οἱ οἰκεῖοι της προσεπάθησαν νὰ ἀποκρύψουν τὸ γεγονὸς, ἀλλ' ἡ ἀστυνομία ἐπελήφθη τῆς ὑποθέσεως κατόπιν ἀνωνύμου καταγγελίας. Ἡ νεκροψία ἀπέδειξε ὅτι ὁ θάνατος ὀφείλεται εἰς τὴν ἐπέμβασιν. Συνελήφθη ἡ μαῖα ἡ ὁποία διενήργησε τὴν ἐπέμβασιν καὶ παρεπέμφθη εἰς τὸν ἀνακριτήν. Ἡ ἀνάκρισις συνεχίζεται ἐντατικῶς καὶ ἀναμένονται νέαι ἀποκαλύψεις. Ἡ νεᾶνις ἦτο δεκαοκταέτις καὶ κατήγετο ἐκ τῶν νήσων, διαμένουσα μετὰ τῆς θείας της. Ὁ ἰατροδικαστὴς ἐβεβαίωσεν ὅτι ὁ θάνατος ἐπῆλθεν ἐκ μολύνσεως. (559, 580, 804, 864)
pyzama-title: ΠΥΖΑΜΑ ΚΑΙ ΚΙΜΟΝΟ (55, 121, 237, 139)
timber-ad-l4: Τοῦ οἴκου (653, 1331, 704, 1343)
theatres-title: ΘΕΑΤΡΑ (377, 121, 454, 141)
bulletin-row (1075, 258, 1333, 271)
exchange-cell: 2.25 (1262, 928, 1333, 944)
exchange-cell: 220.— (1262, 896, 1333, 912)
col3-bottom-left (1075, 1416, 1333, 1921)
gounaris-text: Ὁ κ. Πρωθυπουργὸς ἐρωτηθεὶς ἐπὶ τῆς σημερινῆς οἰκονομικῆς καταστάσεως ἐδήλωσεν ὅτι ἡ Κυβέρνησις θὰ λάβῃ ὅλα τὰ ἀναγκαῖα μέτρα διὰ τὴν ἐξυγίανσιν τῶν οἰκονομικῶν τῆς χώρας. Ἡ ὑπογραφὴ τῆς Εἰρήνης θὰ ἐπιτρέψῃ τὴν ἀποκατάστασιν τῆς ἐμπιστοσύνης καὶ τὴν ἀνάπτυξιν τοῦ ἐμπορίου. Τὸ Κράτος θὰ προβῇ εἰς σημαντικὰς οἰκονομίας καὶ θὰ ἐφαρμόσῃ αὐστηρὸν δημοσιονομικὸν πρόγραμμα. Ἡ στάθμη τοῦ νομίσματος θὰ βελτιωθῇ σὺν τῷ χρόνῳ. Ἀναμένεται ἐπίσης ἡ σύναψις νέου ἐξωτερικοῦ δανείου διὰ τὴν ἀποκατάστασιν τῶν προσφύγων. Ὁ κ. Πρωθυπουργὸς προσέθεσεν ὅτι ἡ Κυβέρνησις δὲν θὰ ἐπιβάλῃ νέους φόρους ἀλλὰ θὰ προσπαθήσῃ νὰ ἐξοικονομήσῃ τὰς ἀναγκαίας δαπάνας διὰ τῆς περικοπῆς τῶν περιττῶν ἐξόδων. Τὸ ἔλλειμμα τοῦ προϋπολογισμοῦ θὰ καλυφθῇ βαθμηδόν. (1347, 471, 1582, 769)
crime-title1: ΑΝΑΚΑΛΥΨΙΣ ΣΥΤΗΡΟΥ ΕΓΚΛΗΜΑΤΟΣ (588, 514, 1030, 539)
exchange-cell: 000.3 (1262, 960, 1333, 976)
bulletin-cell: Ἀνθρακ. 165.— (1250, 283, 1333, 296)
bulletin-cell: Δελφ. 75.— (1269, 270, 1333, 283)
piraeus-signature: Ἐν Πειραιεῖ τῇ 24ῃ Ἰουλίου 1923. Ὁ Διευθυντὴς Ν. ΠΑΠΑΧΡΙΣΤΟΥ Συνταγματάρχης (333, 1283, 537, 1323)
bulletin-date: 26 Ἰουλίου 1923 (1152, 140, 1256, 154)
elite-line5: Ἐκτός από ὅλα τὰ εἴδη (1406, 1839, 1523, 1850)
bulletin-row (1075, 427, 1333, 440)
peace-title3: ΠΡΟΣ ΤΟΝ ΣΤΡΑΤΟΝ ΤΗΣ ΠΡΟΕΛΑΣΕΩΣ (829, 943, 1049, 955)
bulletin-row (1075, 245, 1333, 258)
medical-ad (288, 1329, 543, 1427)
exchange-cell: 2.20 (1217, 928, 1262, 944)
theatres-intro: εὐγνώμων καὶ καλὴ ἐπιτυχία ἐπὶ τῶν ἔργων, τῶν ὁποίων ἡ κριτικὴ ἐξέφρασε τὸν ἔπαινον ἐπὶ τῆς παραστάσεως. (18, 639, 274, 681)
prosfyges-signature: Ὁ Ἐπουργὸς Γ. ΣΙΔΕΡΗΣ (1187, 1604, 1327, 1618)
bulletin-row (1075, 284, 1333, 297)
paper-name: ΕΜΠΡΟΣ (720, 15, 870, 41)
national-bank-text: Ἐξαγγέλλεται πρὸς τοὺς κατόχους μετοχῶν τῆς Ἐθνικῆς Τραπέζης ὅτι τὰ νέα φύλλα μερισματαρίων ἔχουσι τυπωθῆ καὶ θὰ διανέμωνται ἀπὸ τῆς 1ης Αὐγούστου 1923 εἰς τὰ γραφεῖα τῆς Τραπέζης. Οἱ κάτοχοι παρακαλοῦνται ὅπως προσκομίσωσι τὰ παλαιὰ φύλλα πρὸς ἀνταλλαγήν. (559, 927, 799, 1040)
company-title1: ΑΝΩΝΥΜΟΣ ΕΤΑΙΡΕΙΑ (855, 1143, 1024, 1160)
